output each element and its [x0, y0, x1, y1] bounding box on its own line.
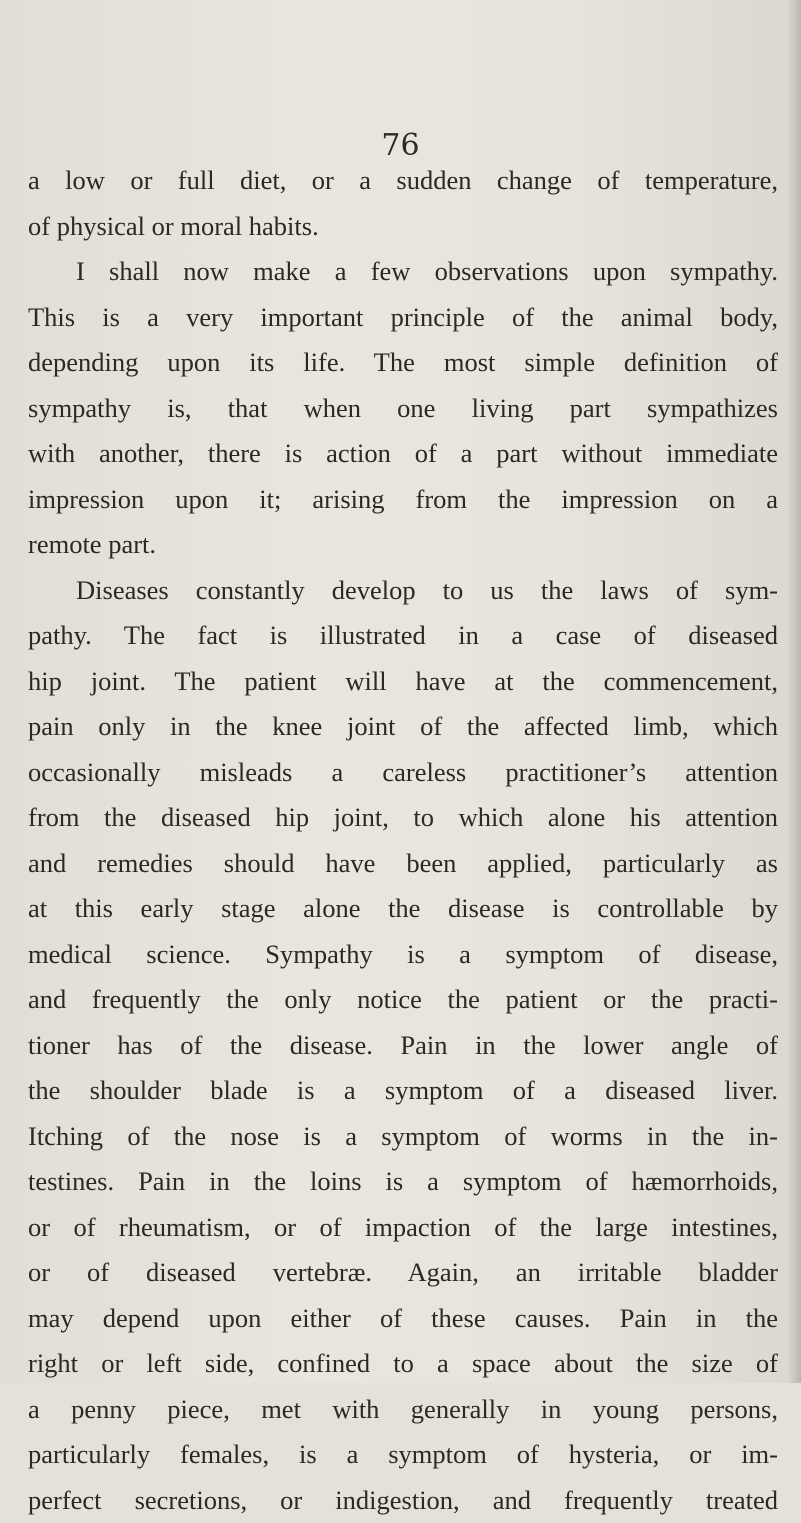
- text-line: depending upon its life. The most simple definition of: [28, 340, 778, 386]
- text-line: and frequently the only notice the patient or the practi-: [28, 977, 778, 1023]
- text-line: at this early stage alone the disease is controllable by: [28, 886, 778, 932]
- text-line: perfect secretions, or indigestion, and frequently treated: [28, 1478, 778, 1523]
- text-line: I shall now make a few observations upon sympathy.: [28, 249, 778, 295]
- text-line: tioner has of the disease. Pain in the lower angle of: [28, 1023, 778, 1069]
- text-line: pain only in the knee joint of the affected limb, which: [28, 704, 778, 750]
- text-line: pathy. The fact is illustrated in a case of diseased: [28, 613, 778, 659]
- page-edge-shadow: [787, 0, 801, 1383]
- text-line: a penny piece, met with generally in young persons,: [28, 1387, 778, 1433]
- text-line: hip joint. The patient will have at the commencement,: [28, 659, 778, 705]
- text-line: occasionally misleads a careless practitioner’s attention: [28, 750, 778, 796]
- text-line: testines. Pain in the loins is a symptom of hæmorrhoids,: [28, 1159, 778, 1205]
- text-line: impression upon it; arising from the impression on a: [28, 477, 778, 523]
- text-line: This is a very important principle of the animal body,: [28, 295, 778, 341]
- text-line: of physical or moral habits.: [28, 204, 778, 250]
- text-line: may depend upon either of these causes. Pain in the: [28, 1296, 778, 1342]
- text-line: or of rheumatism, or of impaction of the large intestines,: [28, 1205, 778, 1251]
- body-text: [28, 158, 778, 1523]
- text-line: right or left side, confined to a space about the size of: [28, 1341, 778, 1387]
- text-line: a low or full diet, or a sudden change of temperature,: [28, 158, 778, 204]
- text-line: Itching of the nose is a symptom of worms in the in-: [28, 1114, 778, 1160]
- text-line: medical science. Sympathy is a symptom of disease,: [28, 932, 778, 978]
- text-line: or of diseased vertebræ. Again, an irritable bladder: [28, 1250, 778, 1296]
- text-line: from the diseased hip joint, to which alone his attention: [28, 795, 778, 841]
- text-line: Diseases constantly develop to us the laws of sym-: [28, 568, 778, 614]
- text-line: particularly females, is a symptom of hysteria, or im-: [28, 1432, 778, 1478]
- text-line: and remedies should have been applied, particularly as: [28, 841, 778, 887]
- text-line: with another, there is action of a part without immediate: [28, 431, 778, 477]
- page-number: 76: [0, 128, 801, 163]
- text-line: remote part.: [28, 522, 778, 568]
- text-line: the shoulder blade is a symptom of a diseased liver.: [28, 1068, 778, 1114]
- text-line: sympathy is, that when one living part sympathizes: [28, 386, 778, 432]
